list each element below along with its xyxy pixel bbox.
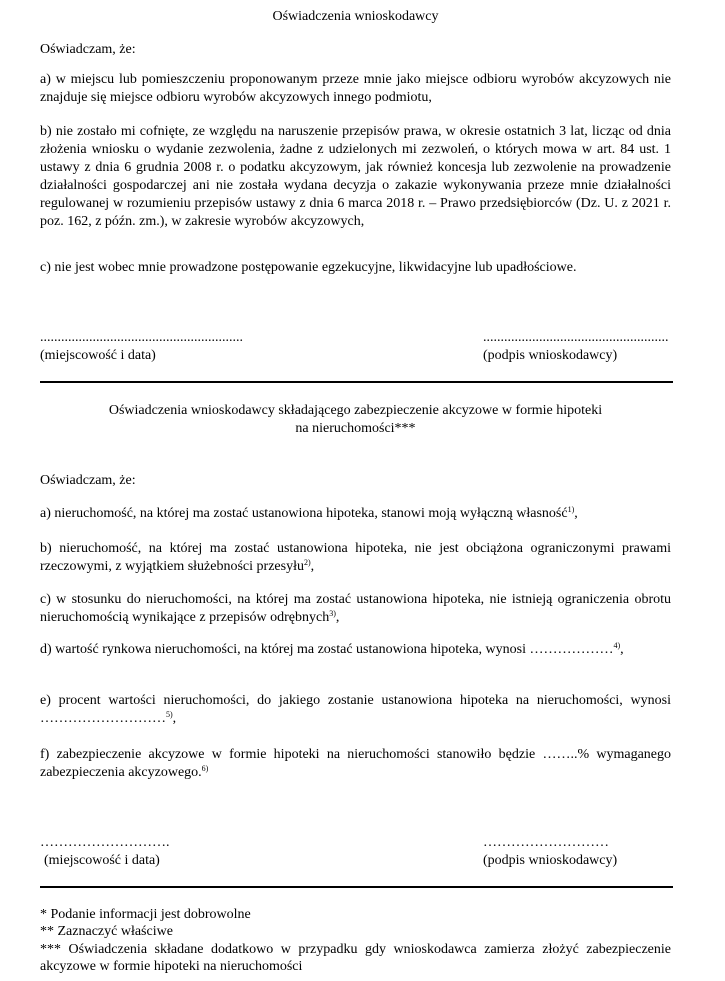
section1-intro: Oświadczam, że: bbox=[40, 42, 136, 57]
item-punct: , bbox=[574, 506, 578, 521]
footnote-3: *** Oświadczenia składane dodatkowo w przypadku gdy wnioskodawca zamierza złożyć zabezpieczenie akcyzowe w formie hipoteki na nieruchomości bbox=[40, 942, 671, 974]
footnote-ref: 6) bbox=[201, 764, 209, 773]
section2-item-d bbox=[40, 641, 671, 659]
signature-line: ………………………. bbox=[40, 835, 170, 850]
section2-signature-left bbox=[40, 835, 170, 869]
section1-signature-left bbox=[40, 330, 243, 364]
section-divider bbox=[40, 886, 673, 888]
section-divider bbox=[40, 381, 673, 383]
section1-item-c: c) nie jest wobec mnie prowadzone postępowanie egzekucyjne, likwidacyjne lub upadłościowe. bbox=[40, 260, 577, 275]
section2-item-b bbox=[40, 540, 671, 576]
item-text: a) nieruchomość, na której ma zostać ustanowiona hipoteka, stanowi moją wyłączną własność bbox=[40, 506, 568, 521]
section2-item-a bbox=[40, 505, 671, 523]
item-text: b) nieruchomość, na której ma zostać ustanowiona hipoteka, nie jest obciążona ograniczonymi prawami rzeczowymi, z wyjątkiem służebności przesyłu bbox=[40, 541, 671, 574]
place-date-label: (miejscowość i data) bbox=[40, 348, 156, 363]
footnote-2: ** Zaznaczyć właściwe bbox=[40, 924, 173, 939]
section2-item-e bbox=[40, 692, 671, 728]
footnote-ref: 5) bbox=[166, 710, 173, 719]
signature-line: .......................................................... bbox=[40, 330, 243, 345]
section1-title: Oświadczenia wnioskodawcy bbox=[272, 9, 439, 24]
section2-intro: Oświadczam, że: bbox=[40, 473, 136, 488]
item-punct: , bbox=[310, 559, 315, 574]
footnote-1: * Podanie informacji jest dobrowolne bbox=[40, 907, 251, 922]
item-punct: , bbox=[172, 711, 177, 726]
item-punct: , bbox=[620, 642, 624, 657]
footnote-ref: 2) bbox=[303, 558, 311, 567]
section2-signature-right bbox=[483, 835, 617, 869]
section1-item-a: a) w miejscu lub pomieszczeniu proponowanym przeze mnie jako miejsce odbioru wyrobów akcyzowych nie znajduje się miejsce odbioru wyrobów akcyzowych innego podmiotu, bbox=[40, 72, 671, 105]
item-text: f) zabezpieczenie akcyzowe w formie hipoteki na nieruchomości stanowiło będzie ……..% wymaganego zabezpieczenia akcyzowego. bbox=[40, 747, 671, 780]
item-punct: , bbox=[335, 610, 340, 625]
footnote-ref: 4) bbox=[613, 641, 621, 650]
section2-item-c bbox=[40, 591, 671, 627]
signature-line: ..................................................... bbox=[483, 330, 669, 345]
footnote-ref: 1) bbox=[567, 505, 575, 514]
footnote-ref: 3) bbox=[329, 609, 336, 618]
item-text: c) w stosunku do nieruchomości, na której ma zostać ustanowiona hipoteka, nie istnieją ograniczenia obrotu nieruchomością wynikające z przepisów odrębnych bbox=[40, 592, 671, 625]
section1-item-b: b) nie zostało mi cofnięte, ze względu na naruszenie przepisów prawa, w okresie ostatnich 3 lat, licząc od dnia złożenia wniosku o wydanie zezwolenia, żadne z udzielonych mi zezwoleń, o których mowa w art. 84 ust. 1 ustawy z dnia 6 grudnia 2008 r. o podatku akcyzowym, jak również koncesja lub zezwolenie na prowadzenie działalności gospodarczej ani nie została wydana decyzja o zakazie wykonywania przeze mnie działalności regulowanej w rozumieniu przepisów ustawy z dnia 6 marca 2018 r. – Prawo przedsiębiorców (Dz. U. z 2021 r. poz. 162, z późn. zm.), w zakresie wyrobów akcyzowych, bbox=[40, 124, 671, 229]
signature-line: ……………………… bbox=[483, 835, 609, 850]
item-text: e) procent wartości nieruchomości, do jakiego zostanie ustanowiona hipoteka na nieruchomości, wynosi ……………………… bbox=[40, 693, 671, 726]
item-text: d) wartość rynkowa nieruchomości, na której ma zostać ustanowiona hipoteka, wynosi ……………… bbox=[40, 642, 614, 657]
section2-title bbox=[40, 402, 671, 438]
section2-title-line1: Oświadczenia wnioskodawcy składającego zabezpieczenie akcyzowe w formie hipoteki bbox=[108, 403, 603, 418]
place-date-label: (miejscowość i data) bbox=[44, 853, 160, 868]
section2-item-f bbox=[40, 746, 671, 782]
section2-title-line2: na nieruchomości*** bbox=[295, 421, 416, 436]
signature-label: (podpis wnioskodawcy) bbox=[483, 348, 618, 363]
signature-label: (podpis wnioskodawcy) bbox=[483, 853, 618, 868]
section1-signature-right bbox=[483, 330, 669, 364]
